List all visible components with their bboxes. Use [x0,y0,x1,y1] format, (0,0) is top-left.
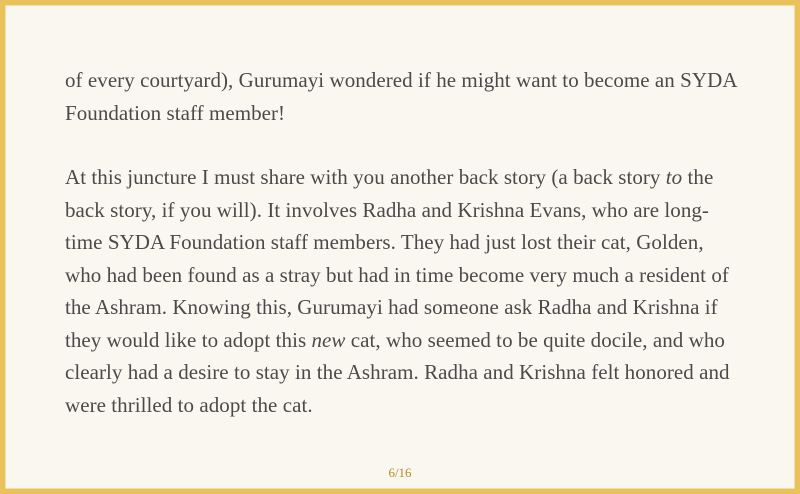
emphasis-text: to [665,165,683,189]
paragraph-text: the back story, if you will). It involves Radha and Krishna Evans, who are long-time SYDA Foundation staff members. They had just lost their cat, Golden, who had been found as a stray but had in time become very much a resident of the Ashram. Knowing this, Gurumayi had someone ask Radha and Krishna if they would like to adopt this [65,165,729,352]
paragraph-text: cat, who seemed to be quite docile, and who clearly had a desire to stay in the Ashram. Radha and Krishna felt honored and were thrilled to adopt the cat. [65,327,730,417]
paragraph-text: At this juncture I must share with you another back story (a back story [65,165,666,189]
paragraph [65,161,741,421]
emphasis-text: new [311,327,346,352]
page-number: 6/16 [388,465,412,480]
paragraph: of every courtyard), Gurumayi wondered if he might want to become an SYDA Foundation staff member! [65,68,737,125]
page-paper [5,5,795,489]
page-body [65,64,741,421]
